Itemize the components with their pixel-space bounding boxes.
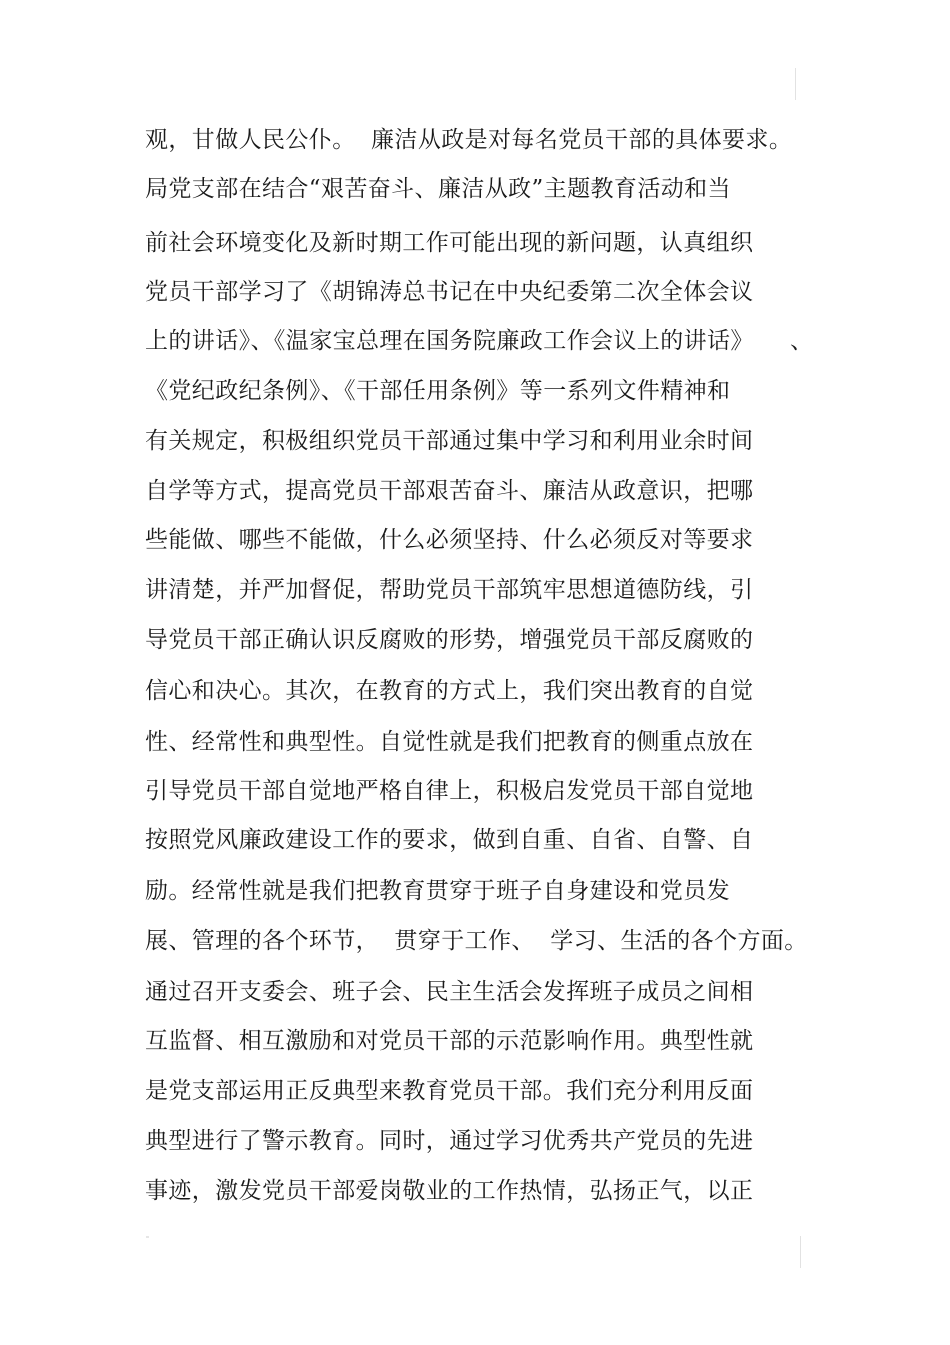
text-line: 些能做、哪些不能做，什么必须坚持、什么必须反对等要求 bbox=[145, 527, 754, 553]
text-line: 是党支部运用正反典型来教育党员干部。我们充分利用反面 bbox=[145, 1078, 754, 1104]
text-line: 信心和决心。其次，在教育的方式上，我们突出教育的自觉 bbox=[145, 678, 754, 704]
top-margin-mark bbox=[795, 68, 796, 100]
text-line: 有关规定，积极组织党员干部通过集中学习和利用业余时间 bbox=[145, 428, 754, 454]
text-line: 典型进行了警示教育。同时，通过学习优秀共产党员的先进 bbox=[145, 1128, 754, 1154]
bottom-margin-mark bbox=[800, 1236, 801, 1268]
text-line: 讲清楚，并严加督促，帮助党员干部筑牢思想道德防线，引 bbox=[145, 577, 754, 603]
text-line: 局党支部在结合“艰苦奋斗、廉洁从政”主题教育活动和当 bbox=[145, 176, 731, 202]
stray-punctuation: 、 bbox=[790, 328, 813, 354]
text-line: 互监督、相互激励和对党员干部的示范影响作用。典型性就 bbox=[145, 1028, 754, 1054]
text-line: 通过召开支委会、班子会、民主生活会发挥班子成员之间相 bbox=[145, 979, 754, 1005]
text-line: 按照党风廉政建设工作的要求，做到自重、自省、自警、自 bbox=[145, 827, 754, 853]
text-line: 党员干部学习了《胡锦涛总书记在中央纪委第二次全体会议 bbox=[145, 279, 754, 305]
text-line: 展、管理的各个环节， 贯穿于工作、 学习、生活的各个方面。 bbox=[145, 928, 808, 954]
text-line: 上的讲话》、《温家宝总理在国务院廉政工作会议上的讲话》 bbox=[145, 328, 754, 354]
text-line: 自学等方式，提高党员干部艰苦奋斗、廉洁从政意识，把哪 bbox=[145, 478, 754, 504]
text-line: 励。经常性就是我们把教育贯穿于班子自身建设和党员发 bbox=[145, 878, 730, 904]
text-line: 前社会环境变化及新时期工作可能出现的新问题，认真组织 bbox=[145, 230, 754, 256]
text-line: 事迹，激发党员干部爱岗敬业的工作热情，弘扬正气，以正 bbox=[145, 1178, 754, 1204]
text-line: 导党员干部正确认识反腐败的形势，增强党员干部反腐败的 bbox=[145, 627, 754, 653]
text-line: 《党纪政纪条例》、《干部任用条例》等一系列文件精神和 bbox=[145, 378, 731, 404]
text-line: 性、经常性和典型性。自觉性就是我们把教育的侧重点放在 bbox=[145, 729, 754, 755]
bottom-left-mark bbox=[146, 1236, 149, 1238]
text-line: 观，甘做人民公仆。 廉洁从政是对每名党员干部的具体要求。 bbox=[145, 127, 793, 153]
text-line: 引导党员干部自觉地严格自律上，积极启发党员干部自觉地 bbox=[145, 778, 754, 804]
